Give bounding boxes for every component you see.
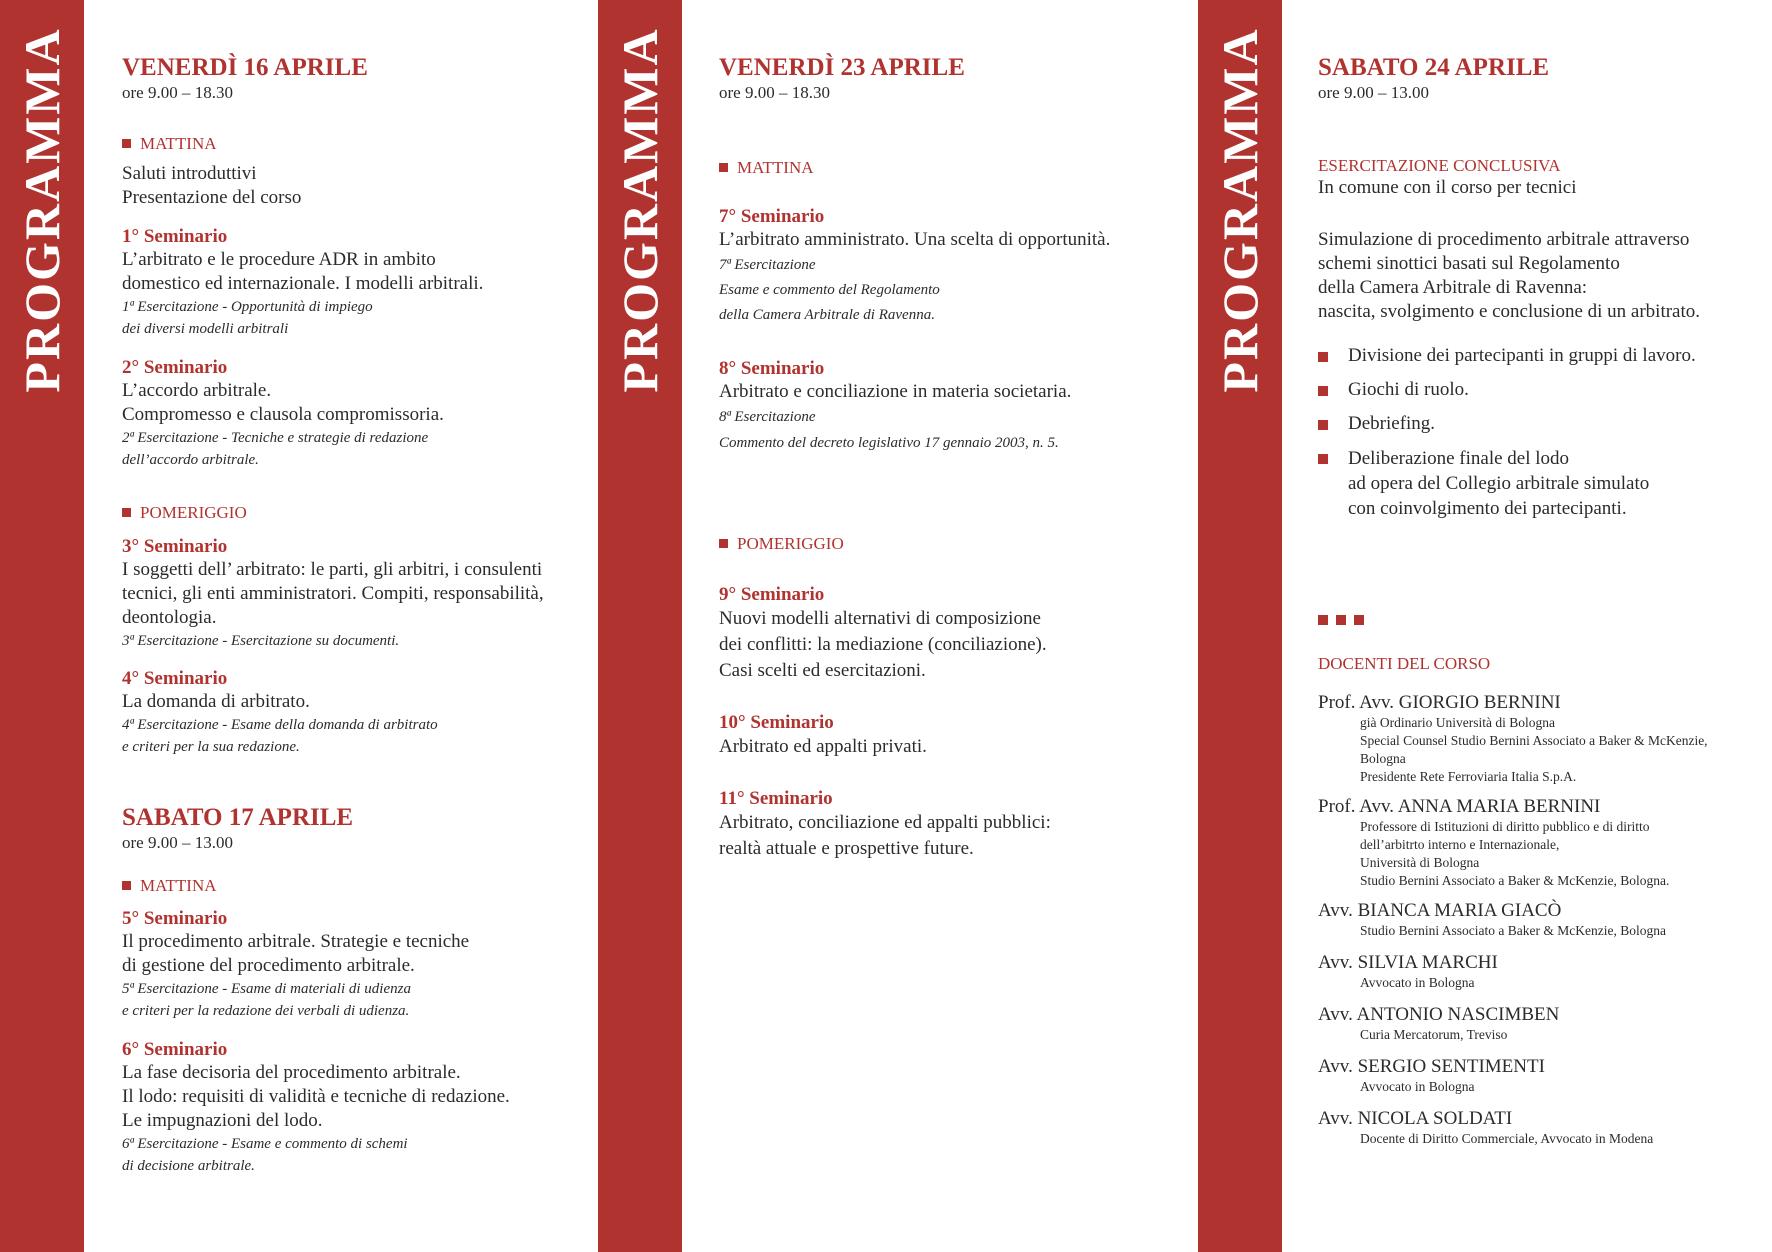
- text-line: Arbitrato e conciliazione in materia societaria.: [719, 381, 1072, 402]
- text-line: La domanda di arbitrato.: [122, 691, 310, 712]
- list-item: Giochi di ruolo.: [1318, 378, 1758, 402]
- seminar-title: 7° Seminario: [719, 206, 825, 227]
- exercise-line: 6ª Esercitazione - Esame e commento di schemi: [122, 1136, 408, 1152]
- band-left: [0, 0, 84, 1252]
- day-title: SABATO 17 APRILE: [122, 804, 354, 831]
- seminar-6: [122, 1039, 592, 1177]
- seminar-title: 8° Seminario: [719, 358, 825, 379]
- text-line: Il procedimento arbitrale. Strategie e tecniche: [122, 931, 470, 952]
- text-line: Casi scelti ed esercitazioni.: [719, 660, 926, 681]
- square-bullet-icon: [719, 539, 728, 548]
- faculty-desc: Studio Bernini Associato a Baker & McKenzie, Bologna: [1360, 923, 1666, 938]
- exercise-line: dell’accordo arbitrale.: [122, 452, 259, 468]
- section-heading: POMERIGGIO: [719, 534, 1189, 554]
- text-line: domestico ed internazionale. I modelli arbitrali.: [122, 273, 484, 294]
- square-bullet-icon: [122, 881, 131, 890]
- section-heading: MATTINA: [719, 158, 1189, 178]
- simulation-text: [1318, 228, 1758, 324]
- text-line: L’arbitrato e le procedure ADR in ambito: [122, 249, 436, 270]
- exercise-heading: ESERCITAZIONE CONCLUSIVA: [1318, 156, 1561, 175]
- faculty-member: [1318, 1108, 1758, 1148]
- text-line: I soggetti dell’ arbitrato: le parti, gli arbitri, i consulenti: [122, 559, 543, 580]
- text-line: nascita, svolgimento e conclusione di un arbitrato.: [1318, 301, 1701, 322]
- seminar-11: [719, 788, 1189, 862]
- day-hours: ore 9.00 – 18.30: [122, 83, 233, 102]
- exercise-subtitle: In comune con il corso per tecnici: [1318, 177, 1577, 198]
- list-item: Deliberazione finale del lodo ad opera del Collegio arbitrale simulato con coinvolgimento dei partecipanti.: [1318, 446, 1758, 521]
- text-line: Arbitrato ed appalti privati.: [719, 736, 927, 757]
- exercise-line: 5ª Esercitazione - Esame di materiali di udienza: [122, 981, 411, 997]
- faculty-member: [1318, 692, 1758, 786]
- faculty-desc: già Ordinario Università di Bologna: [1360, 715, 1555, 730]
- text-line: deontologia.: [122, 607, 217, 628]
- seminar-title: 10° Seminario: [719, 712, 834, 733]
- text-line: dei conflitti: la mediazione (conciliazione).: [719, 634, 1047, 655]
- band-middle: [598, 0, 682, 1252]
- exercise-line: 1ª Esercitazione - Opportunità di impiego: [122, 299, 373, 315]
- text-line: Arbitrato, conciliazione ed appalti pubblici:: [719, 812, 1051, 833]
- day-hours: ore 9.00 – 13.00: [1318, 83, 1429, 102]
- faculty-name: Avv. ANTONIO NASCIMBEN: [1318, 1004, 1560, 1025]
- text-line: Nuovi modelli alternativi di composizione: [719, 608, 1041, 629]
- faculty-desc: Curia Mercatorum, Treviso: [1360, 1027, 1508, 1042]
- day-title: SABATO 24 APRILE: [1318, 54, 1550, 81]
- day-title: VENERDÌ 16 APRILE: [122, 54, 368, 81]
- faculty-desc: dell’arbitrto interno e Internazionale,: [1360, 837, 1560, 852]
- seminar-title: 3° Seminario: [122, 536, 228, 557]
- section-heading: MATTINA: [122, 134, 592, 154]
- seminar-8: [719, 358, 1189, 456]
- square-bullet-icon: [719, 163, 728, 172]
- exercise-line: dei diversi modelli arbitrali: [122, 321, 289, 337]
- text-line: tecnici, gli enti amministratori. Compiti, responsabilità,: [122, 583, 544, 604]
- seminar-title: 5° Seminario: [122, 908, 228, 929]
- text-line: Compromesso e clausola compromissoria.: [122, 404, 444, 425]
- faculty-desc: Studio Bernini Associato a Baker & McKenzie, Bologna.: [1360, 873, 1670, 888]
- day-hours: ore 9.00 – 13.00: [122, 833, 233, 852]
- text-line: Il lodo: requisiti di validità e tecniche di redazione.: [122, 1086, 510, 1107]
- square-bullet-icon: [1318, 454, 1328, 464]
- text-line: Presentazione del corso: [122, 187, 302, 208]
- square-bullet-icon: [122, 139, 131, 148]
- faculty-member: [1318, 952, 1758, 992]
- text-line: Saluti introduttivi: [122, 163, 257, 184]
- text-line: della Camera Arbitrale di Ravenna:: [1318, 277, 1588, 298]
- seminar-9: [719, 584, 1189, 684]
- seminar-7: [719, 206, 1189, 328]
- exercise-line: Esame e commento del Regolamento: [719, 282, 940, 298]
- faculty-list: [1318, 692, 1758, 1148]
- text-line: schemi sinottici basati sul Regolamento: [1318, 253, 1620, 274]
- faculty-member: [1318, 900, 1758, 940]
- exercise-line: 3ª Esercitazione - Esercitazione su documenti.: [122, 633, 400, 649]
- exercise-line: 8ª Esercitazione: [719, 409, 816, 425]
- faculty-desc: Presidente Rete Ferroviaria Italia S.p.A.: [1360, 769, 1577, 784]
- text-line: Simulazione di procedimento arbitrale attraverso: [1318, 229, 1690, 250]
- square-bullet-icon: [1318, 352, 1328, 362]
- exercise-line: e criteri per la sua redazione.: [122, 739, 300, 755]
- square-ornament-icon: [1354, 615, 1364, 625]
- faculty-heading: DOCENTI DEL CORSO: [1318, 654, 1491, 673]
- exercise-line: della Camera Arbitrale di Ravenna.: [719, 307, 935, 323]
- activity-list: [1318, 344, 1758, 521]
- seminar-1: [122, 226, 592, 340]
- seminar-title: 1° Seminario: [122, 226, 228, 247]
- faculty-name: Prof. Avv. GIORGIO BERNINI: [1318, 692, 1561, 713]
- square-ornament-icon: [1336, 615, 1346, 625]
- exercise-line: 2ª Esercitazione - Tecniche e strategie di redazione: [122, 430, 429, 446]
- seminar-title: 6° Seminario: [122, 1039, 228, 1060]
- square-ornament-icon: [1318, 615, 1328, 625]
- band-right: [1198, 0, 1282, 1252]
- band-label: PROGRAMMA: [612, 27, 668, 393]
- faculty-name: Avv. NICOLA SOLDATI: [1318, 1108, 1513, 1129]
- seminar-3: [122, 536, 592, 652]
- seminar-title: 4° Seminario: [122, 668, 228, 689]
- faculty-desc: Special Counsel Studio Bernini Associato a Baker & McKenzie,: [1360, 733, 1708, 748]
- seminar-title: 9° Seminario: [719, 584, 825, 605]
- exercise-line: 7ª Esercitazione: [719, 257, 816, 273]
- faculty-member: [1318, 1004, 1758, 1044]
- seminar-10: [719, 712, 1189, 760]
- list-item: Divisione dei partecipanti in gruppi di lavoro.: [1318, 344, 1758, 368]
- text-line: L’accordo arbitrale.: [122, 380, 272, 401]
- band-label: PROGRAMMA: [1212, 27, 1268, 393]
- faculty-name: Avv. BIANCA MARIA GIACÒ: [1318, 900, 1562, 921]
- text-line: di gestione del procedimento arbitrale.: [122, 955, 415, 976]
- faculty-desc: Professore di Istituzioni di diritto pubblico e di diritto: [1360, 819, 1650, 834]
- day-hours: ore 9.00 – 18.30: [719, 83, 830, 102]
- seminar-2: [122, 357, 592, 471]
- faculty-name: Avv. SILVIA MARCHI: [1318, 952, 1498, 973]
- seminar-title: 2° Seminario: [122, 357, 228, 378]
- seminar-4: [122, 668, 592, 758]
- section-heading: POMERIGGIO: [122, 503, 592, 523]
- faculty-member: [1318, 1056, 1758, 1096]
- section-heading: MATTINA: [122, 876, 592, 896]
- divider-squares: [1318, 612, 1772, 630]
- exercise-line: 4ª Esercitazione - Esame della domanda di arbitrato: [122, 717, 438, 733]
- list-item: Debriefing.: [1318, 412, 1758, 436]
- exercise-line: Commento del decreto legislativo 17 gennaio 2003, n. 5.: [719, 435, 1059, 451]
- faculty-desc: Avvocato in Bologna: [1360, 975, 1475, 990]
- square-bullet-icon: [1318, 420, 1328, 430]
- faculty-member: [1318, 796, 1758, 890]
- band-label: PROGRAMMA: [14, 27, 70, 393]
- faculty-name: Avv. SERGIO SENTIMENTI: [1318, 1056, 1545, 1077]
- text-line: realtà attuale e prospettive future.: [719, 838, 974, 859]
- day-title: VENERDÌ 23 APRILE: [719, 54, 965, 81]
- text-line: L’arbitrato amministrato. Una scelta di opportunità.: [719, 229, 1111, 250]
- faculty-desc: Università di Bologna: [1360, 855, 1480, 870]
- faculty-name: Prof. Avv. ANNA MARIA BERNINI: [1318, 796, 1601, 817]
- seminar-title: 11° Seminario: [719, 788, 833, 809]
- square-bullet-icon: [1318, 386, 1328, 396]
- exercise-line: e criteri per la redazione dei verbali di udienza.: [122, 1003, 410, 1019]
- text-line: Le impugnazioni del lodo.: [122, 1110, 323, 1131]
- seminar-5: [122, 908, 592, 1022]
- faculty-desc: Avvocato in Bologna: [1360, 1079, 1475, 1094]
- exercise-line: di decisione arbitrale.: [122, 1158, 255, 1174]
- faculty-desc: Docente di Diritto Commerciale, Avvocato in Modena: [1360, 1131, 1654, 1146]
- square-bullet-icon: [122, 508, 131, 517]
- text-line: La fase decisoria del procedimento arbitrale.: [122, 1062, 461, 1083]
- faculty-desc: Bologna: [1360, 751, 1406, 766]
